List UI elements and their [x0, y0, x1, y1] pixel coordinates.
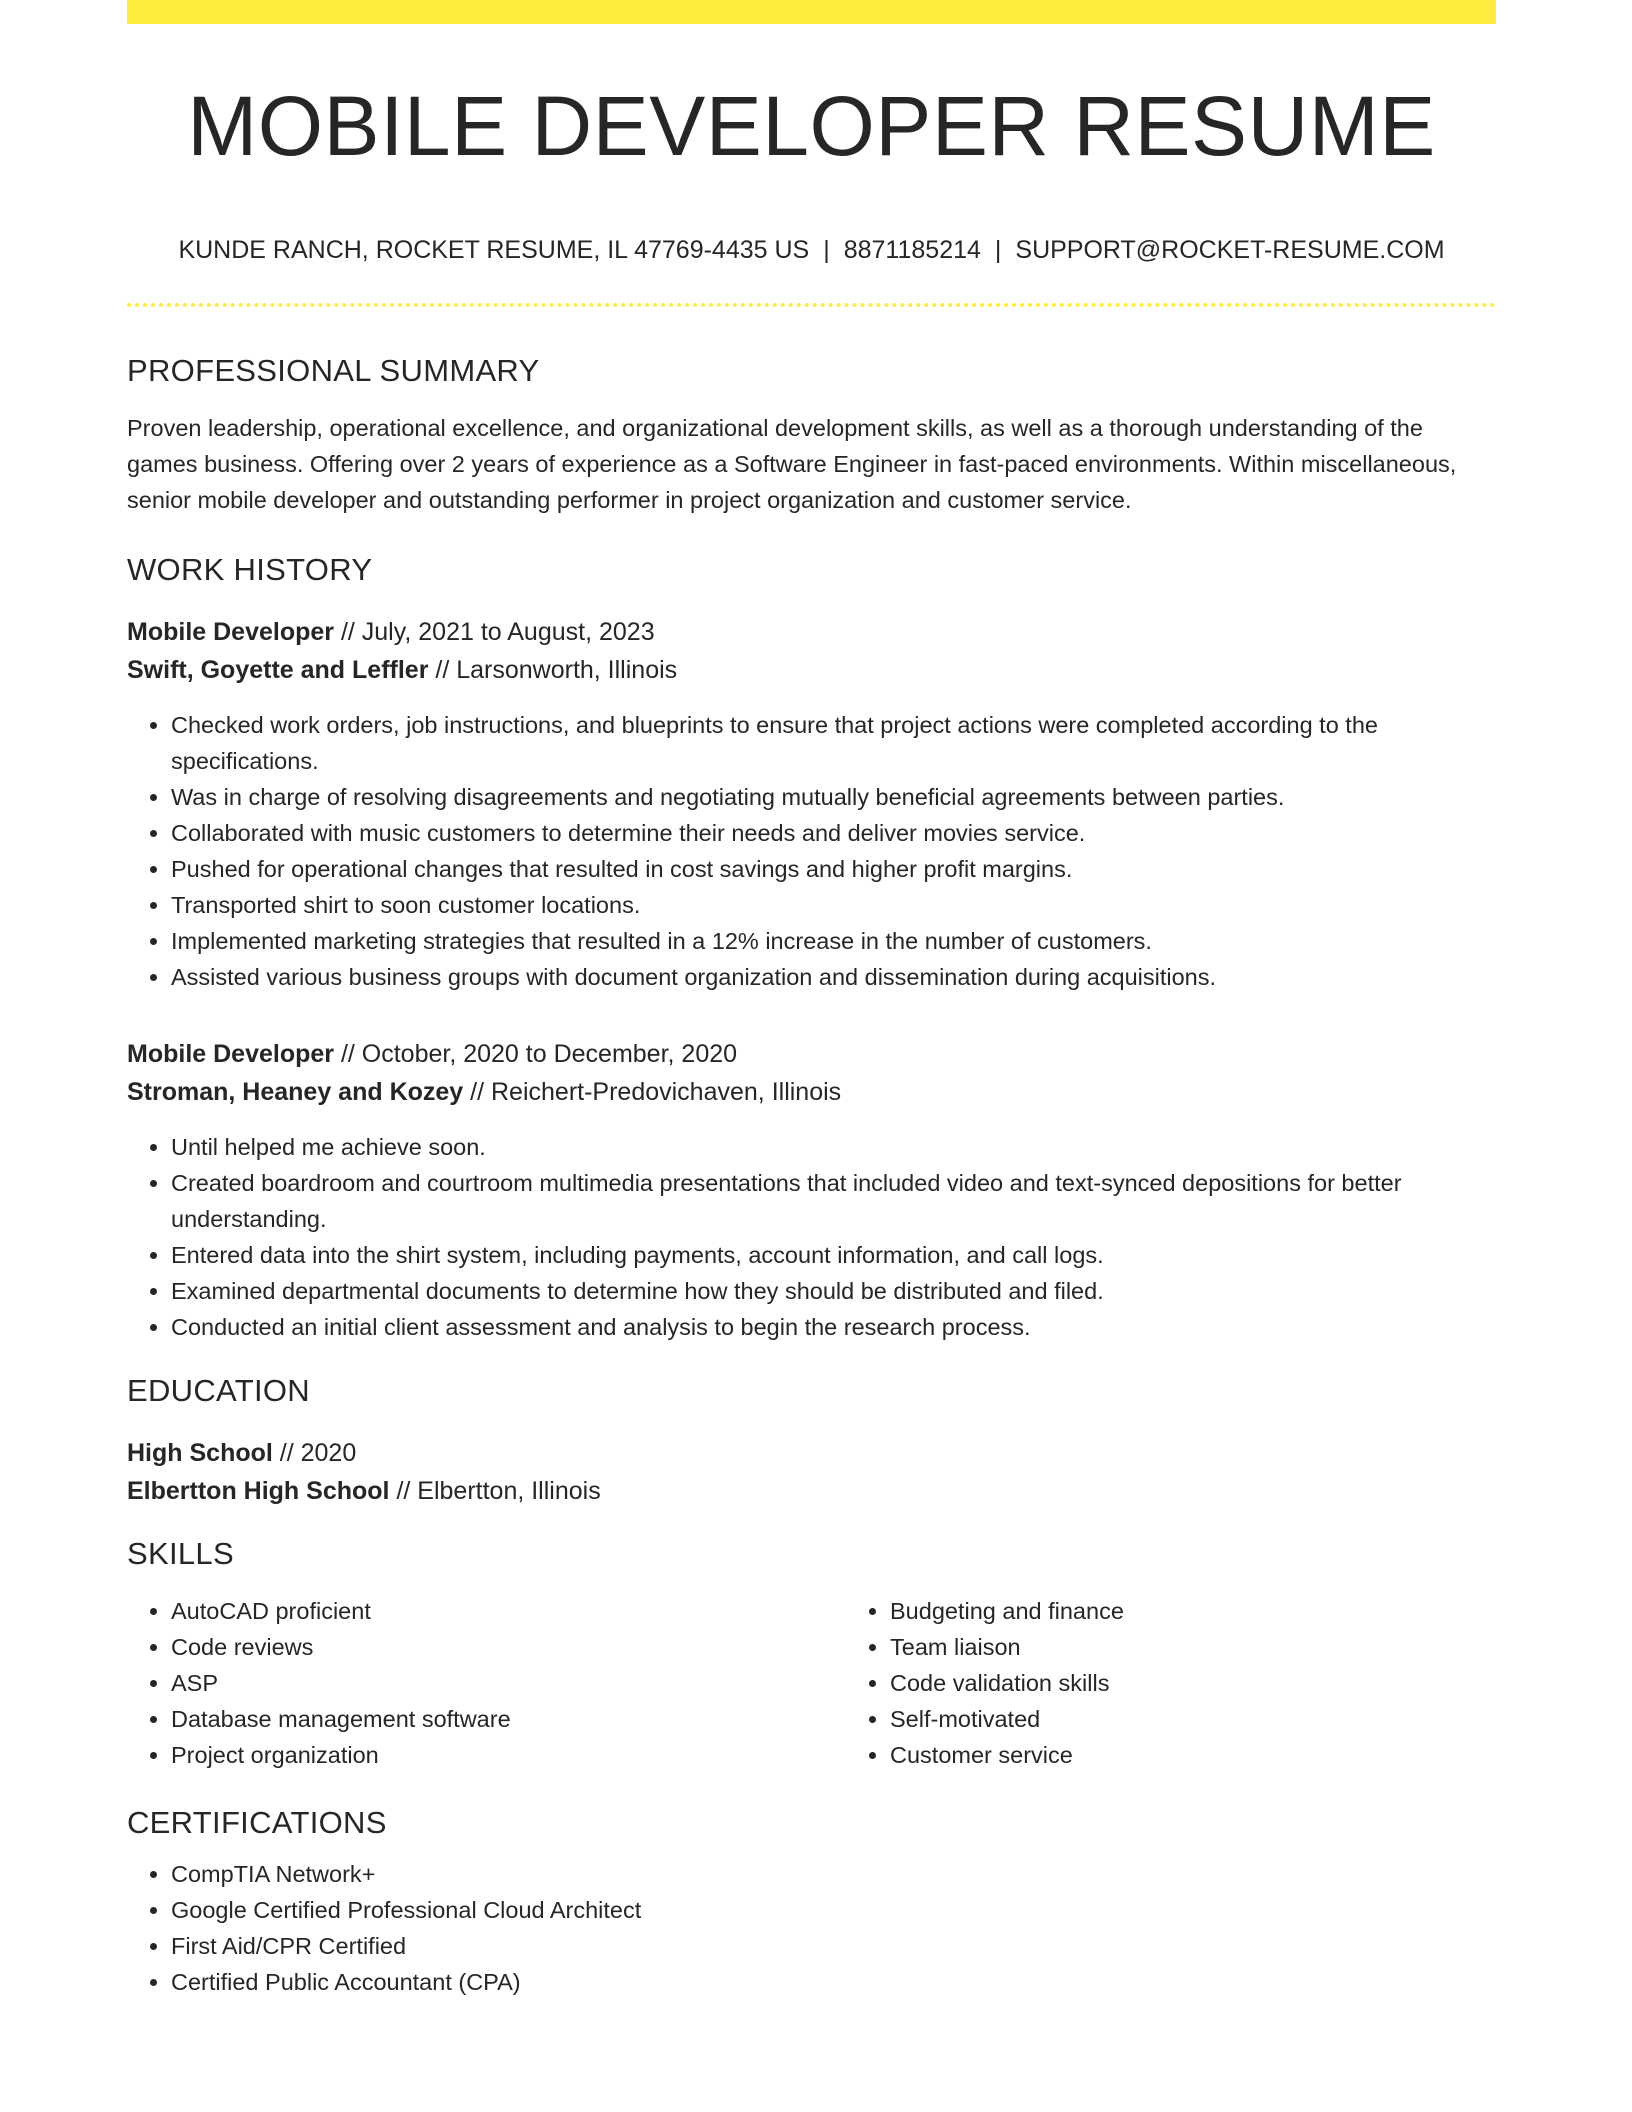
list-item: • Customer service — [890, 1737, 1565, 1773]
address: KUNDE RANCH, ROCKET RESUME, IL 47769-4435 US — [178, 236, 810, 264]
job-company: Stroman, Heaney and Kozey — [127, 1078, 464, 1106]
accent-top-bar — [127, 0, 1496, 24]
separator: | — [994, 236, 1002, 264]
list-item: • Code validation skills — [890, 1665, 1565, 1701]
job-location: // Reichert-Predovichaven, Illinois — [463, 1078, 842, 1106]
education-heading: EDUCATION — [127, 1373, 310, 1408]
job-role-line — [127, 613, 1496, 651]
degree: High School — [127, 1439, 273, 1467]
skills-columns — [127, 1593, 1496, 1773]
list-item: • Conducted an initial client assessment and analysis to begin the research process. — [171, 1309, 1496, 1345]
list-item: • Implemented marketing strategies that resulted in a 12% increase in the number of customers. — [171, 923, 1496, 959]
list-item: • Project organization — [171, 1737, 846, 1773]
list-item: • Team liaison — [890, 1629, 1565, 1665]
list-item: • First Aid/CPR Certified — [171, 1928, 1496, 1964]
certifications-heading: CERTIFICATIONS — [127, 1805, 387, 1840]
degree-year: // 2020 — [272, 1439, 357, 1467]
education-entry — [127, 1434, 1496, 1510]
separator: | — [823, 236, 830, 264]
job-role: Mobile Developer — [127, 618, 334, 646]
list-item: • Code reviews — [171, 1629, 846, 1665]
list-item: • Entered data into the shirt system, including payments, account information, and call logs. — [171, 1237, 1496, 1273]
resume-page — [127, 0, 1496, 2000]
school-line — [127, 1472, 1496, 1510]
list-item: • Transported shirt to soon customer locations. — [171, 887, 1496, 923]
skills-heading: SKILLS — [127, 1536, 234, 1571]
list-item: • Examined departmental documents to determine how they should be distributed and filed. — [171, 1273, 1496, 1309]
contact-line — [127, 238, 1496, 263]
job-company: Swift, Goyette and Leffler — [127, 656, 429, 684]
list-item: • Certified Public Accountant (CPA) — [171, 1964, 1496, 2000]
dotted-divider — [127, 303, 1496, 307]
job-role: Mobile Developer — [127, 1040, 334, 1068]
job-role-line — [127, 1035, 1496, 1073]
list-item: • Budgeting and finance — [890, 1593, 1565, 1629]
job-dates: // October, 2020 to December, 2020 — [334, 1040, 738, 1068]
list-item: • Checked work orders, job instructions, and blueprints to ensure that project actions were completed according to the specifications. — [171, 707, 1496, 779]
list-item: • ASP — [171, 1665, 846, 1701]
resume-title: MOBILE DEVELOPER RESUME — [187, 79, 1436, 173]
skills-right-list — [846, 1593, 1565, 1773]
list-item: • Pushed for operational changes that resulted in cost savings and higher profit margins. — [171, 851, 1496, 887]
job-location: // Larsonworth, Illinois — [428, 656, 678, 684]
job-entry — [127, 1035, 1496, 1345]
job-entry — [127, 613, 1496, 995]
summary-heading: PROFESSIONAL SUMMARY — [127, 353, 540, 388]
list-item: • Assisted various business groups with document organization and dissemination during acquisitions. — [171, 959, 1496, 995]
email: SUPPORT@ROCKET-RESUME.COM — [1015, 236, 1445, 264]
school-name: Elbertton High School — [127, 1477, 390, 1505]
work-history-heading: WORK HISTORY — [127, 552, 373, 587]
list-item: • Database management software — [171, 1701, 846, 1737]
skills-left-list — [127, 1593, 846, 1773]
job-company-line — [127, 651, 1496, 689]
job-bullets — [127, 1129, 1496, 1345]
list-item: • Was in charge of resolving disagreements and negotiating mutually beneficial agreements between parties. — [171, 779, 1496, 815]
list-item: • Until helped me achieve soon. — [171, 1129, 1496, 1165]
certifications-list — [127, 1856, 1496, 2000]
school-location: // Elbertton, Illinois — [389, 1477, 601, 1505]
degree-line — [127, 1434, 1496, 1472]
list-item: • CompTIA Network+ — [171, 1856, 1496, 1892]
list-item: • Created boardroom and courtroom multimedia presentations that included video and text-synced depositions for better understanding. — [171, 1165, 1496, 1237]
summary-text: Proven leadership, operational excellence, and organizational development skills, as well as a thorough understanding of the games business. Offering over 2 years of experience as a Software Engineer in fast-paced environments. Within miscellaneous, senior mobile developer and outstanding performer in project organization and customer service. — [127, 415, 1457, 513]
list-item: • Google Certified Professional Cloud Architect — [171, 1892, 1496, 1928]
phone: 8871185214 — [843, 236, 981, 264]
list-item: • Collaborated with music customers to determine their needs and deliver movies service. — [171, 815, 1496, 851]
job-dates: // July, 2021 to August, 2023 — [334, 618, 655, 646]
job-company-line — [127, 1073, 1496, 1111]
list-item: • Self-motivated — [890, 1701, 1565, 1737]
list-item: • AutoCAD proficient — [171, 1593, 846, 1629]
job-bullets — [127, 707, 1496, 995]
